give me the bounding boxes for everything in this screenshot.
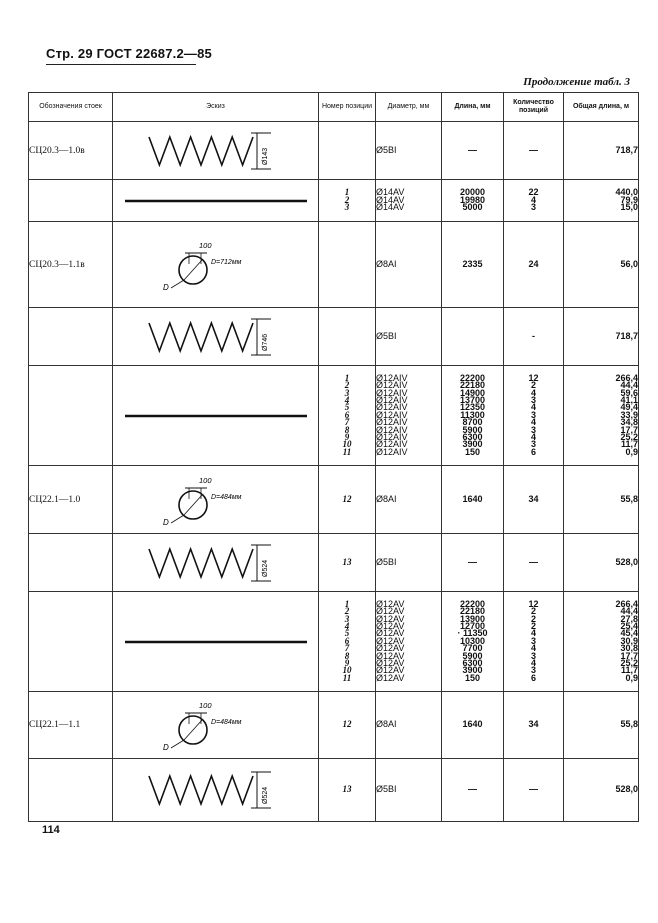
ring-diameter-line	[184, 260, 202, 280]
col-header-total: Общая длина, м	[564, 93, 639, 122]
diameter-value: Ø12AIV	[376, 402, 408, 413]
position-number: 13	[342, 556, 352, 567]
length-value-cell	[442, 592, 504, 692]
length-value: 22180	[459, 380, 486, 391]
table-row	[29, 366, 639, 466]
stand-code	[29, 222, 113, 308]
length-value: 150	[464, 446, 481, 457]
count-value: 2	[530, 621, 536, 632]
position-number: 3	[344, 387, 350, 398]
total-length-value-cell	[564, 592, 639, 692]
length-value: 3900	[462, 439, 483, 450]
position-number: 2	[344, 194, 350, 205]
diameter-value: Ø12AV	[376, 621, 405, 632]
position-number: 11	[342, 672, 352, 683]
stand-code-label: СЦ22.1—1.0	[29, 494, 81, 505]
count-value: 4	[530, 643, 536, 654]
table-row	[29, 122, 639, 180]
position-number: 12	[342, 493, 352, 504]
sketch-cell	[113, 692, 319, 759]
total-length-value: 266,4	[615, 599, 638, 610]
count-value: 24	[528, 258, 539, 269]
count-value: 22	[528, 187, 539, 198]
diameter-value-cell	[376, 466, 442, 534]
diameter-value-cell	[376, 534, 442, 592]
count-value: 4	[530, 194, 536, 205]
total-length-value-cell	[564, 122, 639, 180]
count-value-cell	[504, 366, 564, 466]
position-number: 7	[344, 417, 350, 428]
length-value: 5000	[462, 202, 483, 213]
count-value: 2	[530, 613, 536, 624]
spiral-wire	[149, 776, 253, 804]
spiral-wire	[149, 323, 253, 351]
total-length-value-cell	[564, 222, 639, 308]
length-value-cell	[442, 308, 504, 366]
diameter-value: Ø12AIV	[376, 439, 408, 450]
ring-d-label: D	[162, 517, 169, 527]
total-length-value-cell	[564, 759, 639, 822]
ring-d-label: D	[162, 743, 169, 752]
count-value: -	[532, 330, 535, 341]
ring-sketch	[151, 469, 281, 531]
position-number: 3	[344, 613, 350, 624]
count-value: 3	[530, 202, 536, 213]
stand-code	[29, 466, 113, 534]
total-length-value: 44,4	[620, 380, 638, 391]
diameter-value: Ø5BI	[376, 784, 397, 795]
count-value-cell	[504, 759, 564, 822]
diameter-value: Ø12AV	[376, 672, 405, 683]
count-value: 3	[530, 635, 536, 646]
count-value: 12	[528, 373, 539, 384]
total-length-value: 25,2	[620, 431, 638, 442]
diameter-value: Ø12AIV	[376, 395, 408, 406]
count-value: 4	[530, 417, 536, 428]
diameter-value-cell	[376, 308, 442, 366]
total-length-value-cell	[564, 534, 639, 592]
diameter-value-cell	[376, 180, 442, 222]
total-length-value: 45,4	[620, 628, 638, 639]
sketch-cell	[113, 759, 319, 822]
total-length-value: 59,6	[620, 387, 638, 398]
length-value: 8700	[462, 417, 483, 428]
stand-code	[29, 592, 113, 692]
spiral-diameter-label: Ø524	[261, 559, 269, 577]
diameter-value: Ø12AV	[376, 643, 405, 654]
spiral-wire	[149, 137, 253, 165]
ring-diameter-line	[184, 720, 202, 740]
col-header-count: Количество позиций	[504, 93, 564, 122]
count-value: 4	[530, 657, 536, 668]
ring-leader-line	[171, 515, 184, 523]
position-number: 13	[342, 784, 352, 795]
diameter-value: Ø12AIV	[376, 373, 408, 384]
ring-leader-line	[171, 280, 184, 288]
position-number: 2	[344, 606, 350, 617]
spiral-sketch	[141, 315, 291, 359]
count-value-cell	[504, 180, 564, 222]
length-value-cell	[442, 692, 504, 759]
length-value: 1640	[462, 719, 483, 730]
stand-code	[29, 534, 113, 592]
count-value-cell	[504, 122, 564, 180]
diameter-value: Ø12AIV	[376, 446, 408, 457]
length-value: 13900	[459, 613, 486, 624]
count-value: 6	[530, 446, 536, 457]
count-value: —	[529, 784, 538, 795]
spiral-diameter-label: Ø746	[261, 333, 269, 351]
length-value: 19980	[459, 194, 486, 205]
table-row	[29, 180, 639, 222]
length-value-cell	[442, 180, 504, 222]
col-header-sketch: Эскиз	[113, 93, 319, 122]
col-header-num: Номер позиции	[319, 93, 376, 122]
position-number: 11	[342, 446, 352, 457]
rebar-sketch	[121, 411, 311, 421]
length-value: 150	[464, 672, 481, 683]
table-row	[29, 466, 639, 534]
diameter-value: Ø14AV	[376, 202, 405, 213]
spiral-sketch	[141, 129, 291, 173]
ring-overlap-label: 100	[198, 475, 212, 485]
sketch-cell	[113, 592, 319, 692]
position-number-cell	[319, 759, 376, 822]
count-value: 34	[528, 719, 539, 730]
diameter-value: Ø12AIV	[376, 431, 408, 442]
diameter-value: Ø12AIV	[376, 424, 408, 435]
length-value: 3900	[462, 665, 483, 676]
total-length-value: 55,8	[620, 493, 638, 504]
diameter-value: Ø8AI	[376, 493, 397, 504]
count-value-cell	[504, 222, 564, 308]
total-length-value: 33,9	[620, 409, 638, 420]
length-value-cell	[442, 759, 504, 822]
diameter-value: Ø12AV	[376, 650, 405, 661]
total-length-value: 440,0	[615, 187, 638, 198]
diameter-value: Ø8AI	[376, 258, 397, 269]
position-number: 2	[344, 380, 350, 391]
total-length-value: 34,8	[620, 417, 638, 428]
length-value: 10300	[459, 635, 486, 646]
position-number-cell	[319, 366, 376, 466]
total-length-value: 79,9	[620, 194, 638, 205]
length-value-cell	[442, 122, 504, 180]
diameter-value: Ø14AV	[376, 187, 405, 198]
position-number: 8	[344, 650, 350, 661]
length-value: 2335	[462, 258, 483, 269]
total-length-value: 528,0	[615, 784, 638, 795]
length-value: 6300	[462, 431, 483, 442]
count-value-cell	[504, 534, 564, 592]
sketch-cell	[113, 222, 319, 308]
count-value: 4	[530, 628, 536, 639]
col-header-code: Обозначения стоек	[29, 93, 113, 122]
count-value: 12	[528, 599, 539, 610]
position-number: 10	[342, 665, 352, 676]
diameter-value: Ø14AV	[376, 194, 405, 205]
total-length-value: 528,0	[615, 556, 638, 567]
diameter-value-cell	[376, 692, 442, 759]
position-number-cell	[319, 308, 376, 366]
total-length-value-cell	[564, 180, 639, 222]
diameter-value-cell	[376, 366, 442, 466]
count-value: 2	[530, 606, 536, 617]
count-value: 3	[530, 439, 536, 450]
stand-code-label: СЦ22.1—1.1	[29, 720, 81, 730]
length-value-cell	[442, 222, 504, 308]
count-value: 3	[530, 650, 536, 661]
position-number: 10	[342, 439, 352, 450]
table-header-row	[29, 93, 639, 122]
count-value: —	[529, 144, 538, 155]
length-value: 22200	[459, 373, 486, 384]
length-value-cell	[442, 366, 504, 466]
total-length-value: 30,8	[620, 643, 638, 654]
stand-code	[29, 180, 113, 222]
total-length-value: 0,9	[625, 446, 638, 457]
specification-table	[28, 92, 639, 822]
total-length-value: 25,4	[620, 621, 638, 632]
diameter-value: Ø12AV	[376, 613, 405, 624]
count-value: 4	[530, 387, 536, 398]
position-number-cell	[319, 466, 376, 534]
length-value: —	[468, 784, 477, 795]
ring-overlap-label: 100	[198, 701, 212, 710]
diameter-value: Ø12AV	[376, 665, 405, 676]
ring-d-label: D	[162, 282, 169, 292]
rebar-sketch	[121, 196, 311, 206]
table-row	[29, 759, 639, 822]
page-header: Стр. 29 ГОСТ 22687.2—85	[46, 46, 212, 61]
count-value-cell	[504, 466, 564, 534]
diameter-value: Ø12AV	[376, 635, 405, 646]
length-value: · 11350	[457, 628, 488, 639]
spiral-sketch	[141, 541, 291, 585]
spiral-diameter-label: Ø143	[261, 147, 269, 165]
length-value: 5900	[462, 650, 483, 661]
sketch-cell	[113, 122, 319, 180]
position-number: 7	[344, 643, 350, 654]
stand-code-label: СЦ20.3—1.0в	[29, 145, 85, 156]
length-value: 6300	[462, 657, 483, 668]
position-number-cell	[319, 180, 376, 222]
ring-overlap-label: 100	[198, 240, 212, 250]
diameter-value: Ø12AV	[376, 599, 405, 610]
position-number: 6	[344, 635, 350, 646]
table-row	[29, 308, 639, 366]
total-length-value-cell	[564, 366, 639, 466]
stand-code-label: СЦ20.3—1.1в	[29, 259, 85, 270]
count-value: 3	[530, 424, 536, 435]
diameter-value: Ø12AIV	[376, 387, 408, 398]
position-number-cell	[319, 122, 376, 180]
count-value: 3	[530, 395, 536, 406]
position-number: 3	[344, 202, 350, 213]
total-length-value: 30,9	[620, 635, 638, 646]
diameter-value: Ø5BI	[376, 330, 397, 341]
length-value-cell	[442, 534, 504, 592]
header-rule	[46, 64, 196, 65]
spiral-wire	[149, 549, 253, 577]
count-value: 3	[530, 665, 536, 676]
stand-code	[29, 122, 113, 180]
diameter-value-cell	[376, 222, 442, 308]
position-number: 8	[344, 424, 350, 435]
diameter-value: Ø12AV	[376, 606, 405, 617]
position-number: 5	[344, 628, 350, 639]
position-number-cell	[319, 592, 376, 692]
position-number: 1	[344, 373, 350, 384]
diameter-value: Ø12AIV	[376, 409, 408, 420]
length-value: 12700	[459, 621, 486, 632]
total-length-value: 27,8	[620, 613, 638, 624]
position-number: 5	[344, 402, 350, 413]
total-length-value: 49,4	[620, 402, 638, 413]
total-length-value-cell	[564, 692, 639, 759]
count-value: 3	[530, 409, 536, 420]
length-value: —	[468, 556, 477, 567]
position-number: 1	[344, 599, 350, 610]
ring-leader-line	[171, 740, 184, 748]
count-value: 34	[528, 493, 539, 504]
position-number: 9	[344, 431, 350, 442]
ring-sketch	[151, 694, 281, 756]
total-length-value: 44,4	[620, 606, 638, 617]
col-header-diameter: Диаметр, мм	[376, 93, 442, 122]
total-length-value: 11,7	[620, 665, 638, 676]
sketch-cell	[113, 366, 319, 466]
diameter-value-cell	[376, 122, 442, 180]
total-length-value: 718,7	[615, 144, 638, 155]
length-value: 5900	[462, 424, 483, 435]
diameter-value: Ø12AIV	[376, 380, 408, 391]
position-number-cell	[319, 222, 376, 308]
count-value: —	[529, 556, 538, 567]
ring-diameter-label: D=712мм	[210, 258, 241, 266]
stand-code	[29, 759, 113, 822]
total-length-value: 17,7	[620, 650, 638, 661]
total-length-value: 11,7	[620, 439, 638, 450]
position-number: 1	[344, 187, 350, 198]
page-number: 114	[42, 824, 60, 836]
length-value: 22180	[459, 606, 486, 617]
length-value: 12350	[459, 402, 486, 413]
length-value: 11300	[460, 409, 485, 420]
diameter-value: Ø5BI	[376, 144, 397, 155]
count-value: 4	[530, 431, 536, 442]
count-value: 4	[530, 402, 536, 413]
count-value-cell	[504, 692, 564, 759]
table-row	[29, 222, 639, 308]
count-value: 2	[530, 380, 536, 391]
position-number: 12	[342, 719, 352, 730]
total-length-value: 17,7	[620, 424, 638, 435]
total-length-value: 25,2	[620, 657, 638, 668]
position-number-cell	[319, 534, 376, 592]
length-value: 1640	[462, 493, 483, 504]
total-length-value-cell	[564, 466, 639, 534]
total-length-value: 56,0	[620, 258, 638, 269]
diameter-value: Ø12AIV	[376, 417, 408, 428]
diameter-value-cell	[376, 592, 442, 692]
position-number-cell	[319, 692, 376, 759]
length-value: 20000	[459, 187, 486, 198]
count-value-cell	[504, 308, 564, 366]
sketch-cell	[113, 180, 319, 222]
total-length-value: 0,9	[625, 672, 638, 683]
ring-diameter-label: D=484мм	[210, 493, 241, 501]
diameter-value: Ø12AV	[376, 628, 405, 639]
diameter-value: Ø8AI	[376, 719, 397, 730]
total-length-value: 15,0	[620, 202, 638, 213]
col-header-length: Длина, мм	[442, 93, 504, 122]
sketch-cell	[113, 534, 319, 592]
length-value-cell	[442, 466, 504, 534]
length-value: —	[468, 144, 477, 155]
total-length-value-cell	[564, 308, 639, 366]
total-length-value: 55,8	[620, 719, 638, 730]
total-length-value: 718,7	[615, 330, 638, 341]
continuation-label: Продолжение табл. 3	[523, 76, 630, 88]
spiral-sketch	[141, 768, 291, 812]
table-row	[29, 592, 639, 692]
length-value: 7700	[462, 643, 483, 654]
position-number: 4	[344, 621, 350, 632]
ring-sketch	[151, 234, 281, 296]
count-value-cell	[504, 592, 564, 692]
total-length-value: 266,4	[615, 373, 638, 384]
stand-code	[29, 366, 113, 466]
count-value: 6	[530, 672, 536, 683]
ring-diameter-line	[184, 495, 202, 515]
sketch-cell	[113, 308, 319, 366]
spiral-diameter-label: Ø524	[261, 786, 269, 804]
stand-code	[29, 692, 113, 759]
table-row	[29, 534, 639, 592]
position-number: 4	[344, 395, 350, 406]
rebar-sketch	[121, 637, 311, 647]
diameter-value-cell	[376, 759, 442, 822]
total-length-value: 41,1	[620, 395, 638, 406]
diameter-value: Ø5BI	[376, 556, 397, 567]
stand-code	[29, 308, 113, 366]
length-value: 22200	[459, 599, 486, 610]
ring-diameter-label: D=484мм	[210, 719, 241, 726]
table-row	[29, 692, 639, 759]
position-number: 9	[344, 657, 350, 668]
position-number: 6	[344, 409, 350, 420]
length-value: 14900	[459, 387, 486, 398]
length-value: 13700	[459, 395, 486, 406]
sketch-cell	[113, 466, 319, 534]
diameter-value: Ø12AV	[376, 657, 405, 668]
